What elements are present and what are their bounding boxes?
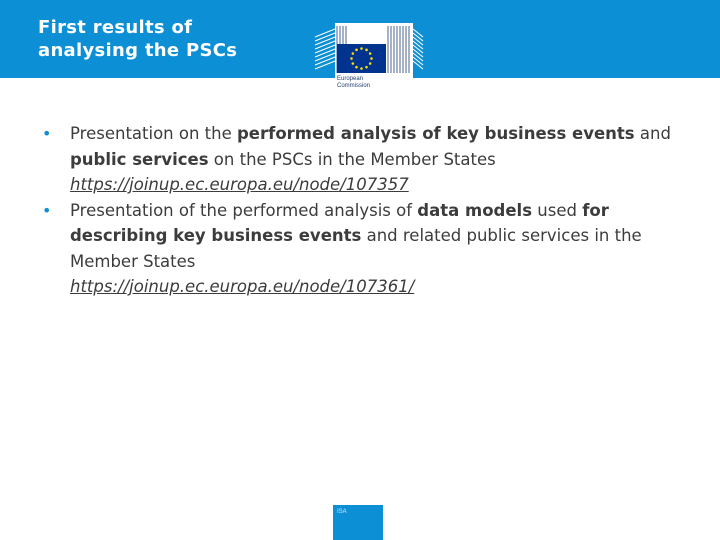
star-icon xyxy=(355,66,358,69)
star-icon xyxy=(369,62,372,65)
star-icon xyxy=(360,67,363,70)
star-icon xyxy=(369,52,372,55)
bullet-list xyxy=(42,121,682,300)
bullet-dot-icon: • xyxy=(42,124,52,143)
bullet-text-run: and related public services in the Member States xyxy=(70,226,642,271)
bullet-text xyxy=(70,121,682,198)
star-icon xyxy=(365,66,368,69)
bullet-text-run: data models xyxy=(417,200,533,220)
footer-label: ISA xyxy=(337,509,347,515)
star-icon xyxy=(360,47,363,50)
star-icon xyxy=(350,57,353,60)
star-icon xyxy=(352,52,355,55)
logo-text xyxy=(337,76,370,90)
bullet-item xyxy=(42,198,682,300)
european-commission-logo xyxy=(313,23,425,100)
bullet-text-run: on the PSCs in the Member States xyxy=(208,149,496,169)
logo-line-european: European xyxy=(337,76,364,82)
bullet-text xyxy=(70,198,682,300)
bullet-dot-icon: • xyxy=(42,200,52,220)
logo-line-commission: Commission xyxy=(337,83,371,89)
footer-badge xyxy=(333,505,383,540)
bullet-text-run: public services xyxy=(70,149,209,169)
bullet-item xyxy=(42,121,682,198)
bullet-link[interactable]: https://joinup.ec.europa.eu/node/107361/ xyxy=(70,277,415,296)
slide-title: First results of analysing the PSCs xyxy=(38,17,238,61)
star-icon xyxy=(352,62,355,65)
star-icon xyxy=(355,49,358,52)
bullet-text-run: performed analysis of key business events xyxy=(237,124,635,143)
bullet-text-run: and xyxy=(634,124,671,143)
bullet-link[interactable]: https://joinup.ec.europa.eu/node/107357 xyxy=(70,175,409,194)
bullet-text-run: Presentation of the performed analysis of xyxy=(70,200,418,220)
bullet-text-run: used xyxy=(532,200,583,220)
star-icon xyxy=(370,57,373,60)
bullet-text-run: Presentation on the xyxy=(70,124,237,143)
star-icon xyxy=(365,49,368,52)
bullet-text-run: for describing key business events xyxy=(70,200,609,245)
